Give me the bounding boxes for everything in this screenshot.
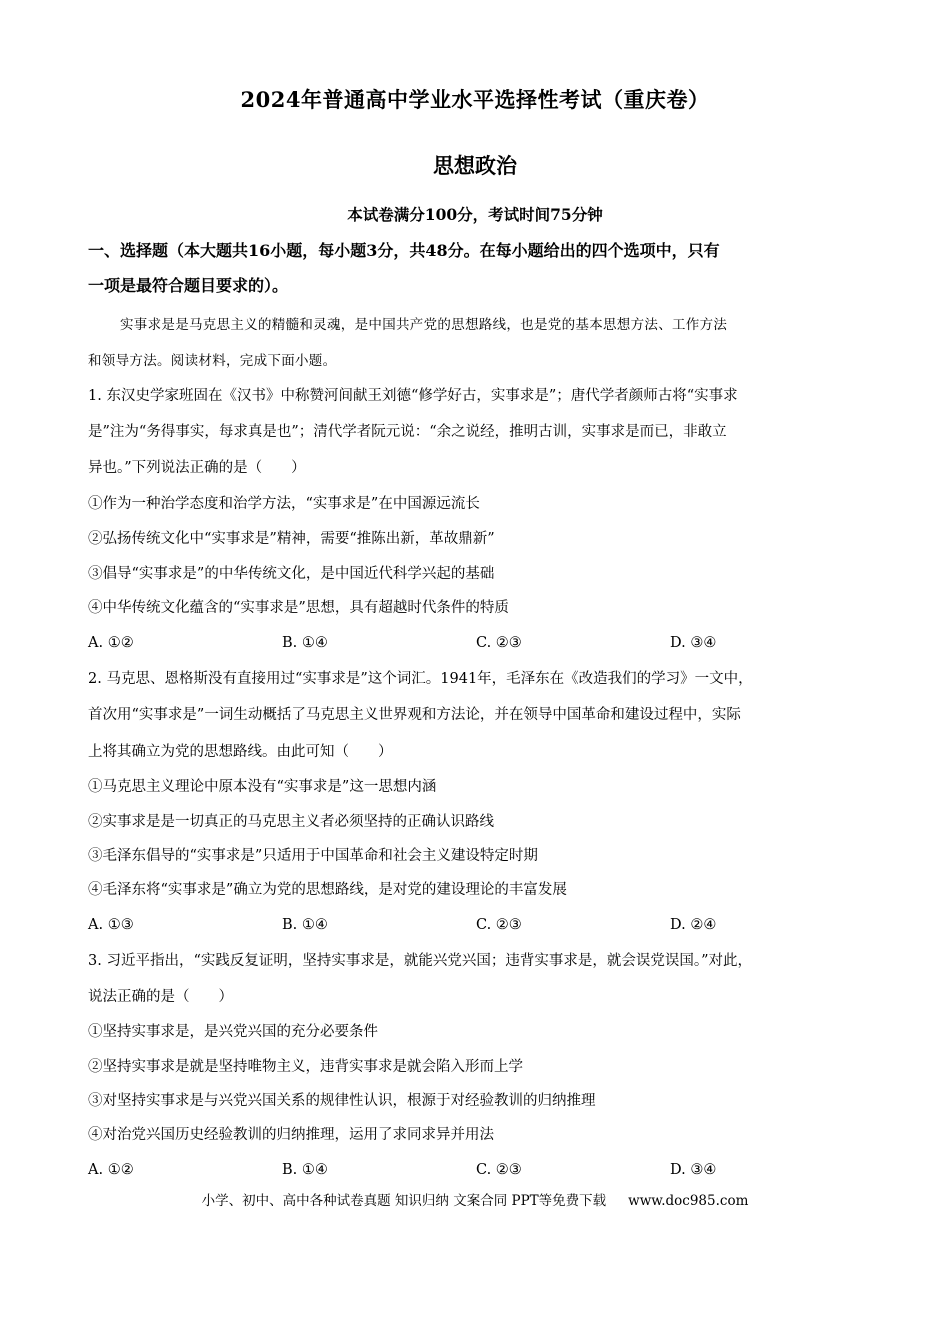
q3-option-d[interactable]: D. ③④ bbox=[670, 1162, 717, 1178]
intro-line1: 实事求是是马克思主义的精髓和灵魂，是中国共产党的思想路线，也是党的基本思想方法、工作方法 bbox=[120, 317, 728, 333]
q2-option-d[interactable]: D. ②④ bbox=[670, 917, 717, 933]
q1-statement-4: ④中华传统文化蕴含的“实事求是”思想，具有超越时代条件的特质 bbox=[88, 600, 509, 616]
exam-title: 2024年普通高中学业水平选择性考试（重庆卷） bbox=[240, 87, 710, 112]
q2-option-a[interactable]: A. ①③ bbox=[88, 917, 134, 933]
q1-stem-line3: 异也。”下列说法正确的是（ ） bbox=[88, 460, 306, 476]
q1-statement-2: ②弘扬传统文化中“实事求是”精神，需要“推陈出新，革故鼎新” bbox=[88, 531, 495, 547]
q1-stem-line1: 1. 东汉史学家班固在《汉书》中称赞河间献王刘德“修学好古，实事求是”；唐代学者颜师古将“实事求 bbox=[88, 388, 738, 404]
q1-option-c[interactable]: C. ②③ bbox=[476, 635, 522, 651]
q1-statement-1: ①作为一种治学态度和治学方法，“实事求是”在中国源远流长 bbox=[88, 496, 480, 512]
q3-stem-line2: 说法正确的是（ ） bbox=[88, 989, 233, 1005]
q2-stem-line2: 首次用“实事求是”一词生动概括了马克思主义世界观和方法论，并在领导中国革命和建设过程中，实际 bbox=[88, 707, 741, 723]
intro-line2: 和领导方法。阅读材料，完成下面小题。 bbox=[88, 353, 337, 369]
q2-stem-line1: 2. 马克思、恩格斯没有直接用过“实事求是”这个词汇。1941年，毛泽东在《改造我们的学习》一文中， bbox=[88, 671, 753, 687]
q3-option-a[interactable]: A. ①② bbox=[88, 1162, 134, 1178]
q3-statement-4: ④对治党兴国历史经验教训的归纳推理，运用了求同求异并用法 bbox=[88, 1127, 494, 1143]
q3-statement-1: ①坚持实事求是，是兴党兴国的充分必要条件 bbox=[88, 1024, 378, 1040]
q3-stem-line1: 3. 习近平指出，“实践反复证明，坚持实事求是，就能兴党兴国；违背实事求是，就会误党误国。”对此， bbox=[88, 953, 753, 969]
footer-text: 小学、初中、高中各种试卷真题 知识归纳 文案合同 PPT等免费下载 bbox=[201, 1193, 607, 1209]
q3-options bbox=[88, 1160, 868, 1180]
q2-statement-4: ④毛泽东将“实事求是”确立为党的思想路线，是对党的建设理论的丰富发展 bbox=[88, 882, 567, 898]
q2-statement-2: ②实事求是是一切真正的马克思主义者必须坚持的正确认识路线 bbox=[88, 814, 494, 830]
q1-option-d[interactable]: D. ③④ bbox=[670, 635, 717, 651]
footer-url-link[interactable]: www.doc985.com bbox=[628, 1193, 749, 1209]
q1-stem-line2: 是”注为“务得事实，每求真是也”；清代学者阮元说：“余之说经，推明古训，实事求是而已，非敢立 bbox=[88, 424, 727, 440]
section-heading-line1: 一、选择题（本大题共16小题，每小题3分，共48分。在每小题给出的四个选项中，只有 bbox=[88, 241, 720, 260]
q2-statement-3: ③毛泽东倡导的“实事求是”只适用于中国革命和社会主义建设特定时期 bbox=[88, 848, 538, 864]
q2-option-b[interactable]: B. ①④ bbox=[282, 917, 328, 933]
q3-option-b[interactable]: B. ①④ bbox=[282, 1162, 328, 1178]
q1-option-a[interactable]: A. ①② bbox=[88, 635, 134, 651]
q2-statement-1: ①马克思主义理论中原本没有“实事求是”这一思想内涵 bbox=[88, 779, 437, 795]
q2-options bbox=[88, 915, 868, 935]
q2-option-c[interactable]: C. ②③ bbox=[476, 917, 522, 933]
page-footer bbox=[0, 1191, 950, 1211]
q3-statement-3: ③对坚持实事求是与兴党兴国关系的规律性认识，根源于对经验教训的归纳推理 bbox=[88, 1093, 596, 1109]
q1-statement-3: ③倡导“实事求是”的中华传统文化，是中国近代科学兴起的基础 bbox=[88, 566, 495, 582]
q3-option-c[interactable]: C. ②③ bbox=[476, 1162, 522, 1178]
q2-stem-line3: 上将其确立为党的思想路线。由此可知（ ） bbox=[88, 744, 393, 760]
subject-title: 思想政治 bbox=[433, 153, 517, 178]
q1-options bbox=[88, 633, 868, 653]
q3-statement-2: ②坚持实事求是就是坚持唯物主义，违背实事求是就会陷入形而上学 bbox=[88, 1059, 523, 1075]
section-heading-line2: 一项是最符合题目要求的）。 bbox=[88, 276, 289, 295]
exam-info: 本试卷满分100分，考试时间75分钟 bbox=[347, 205, 603, 224]
q1-option-b[interactable]: B. ①④ bbox=[282, 635, 328, 651]
